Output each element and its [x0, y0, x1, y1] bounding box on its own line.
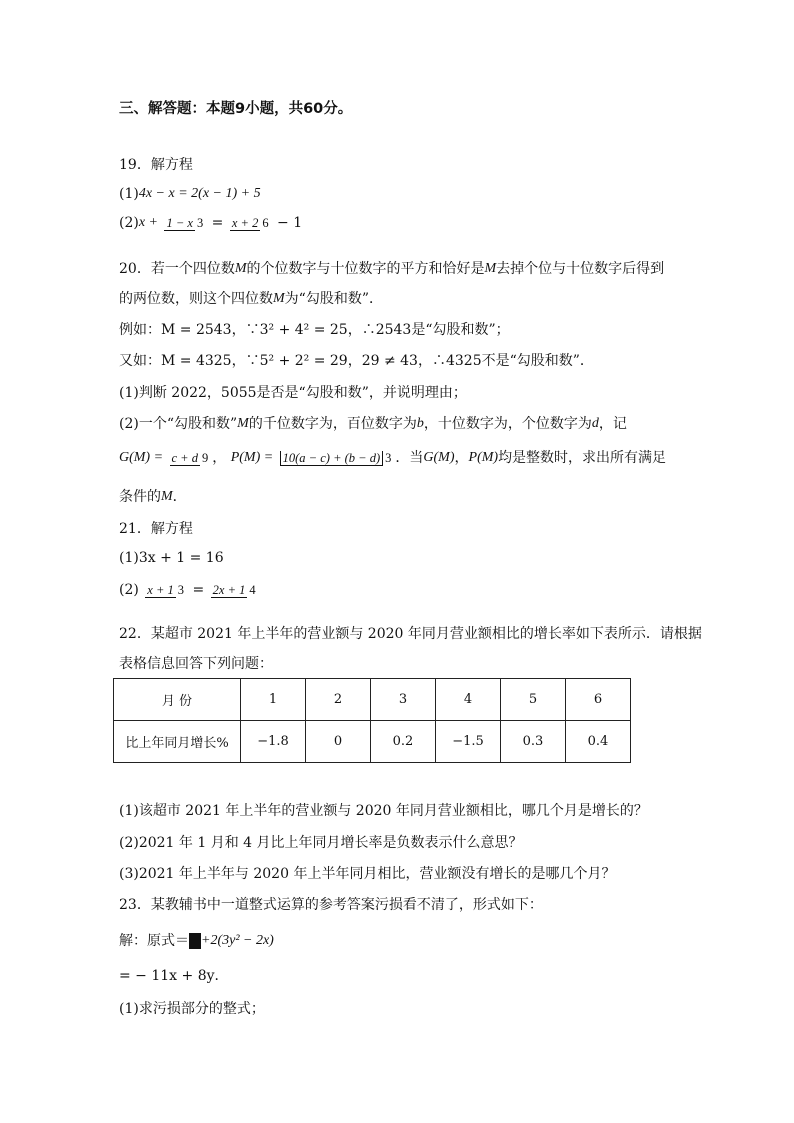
table-cell: 月 份 [114, 679, 241, 721]
variable-M: M [234, 261, 247, 276]
fraction-numerator: x + 1 [147, 582, 174, 597]
table-cell: −1.5 [436, 721, 501, 763]
variable-M: M [237, 416, 249, 431]
table-cell: 比上年同月增长% [114, 721, 241, 763]
variable-M: M [273, 291, 285, 306]
comma: ， [454, 450, 469, 466]
q20-part2-line1 [119, 415, 627, 433]
section-title: 三、解答题：本题9小题，共60分。 [119, 101, 353, 117]
q19-part1-equation: 4x − x = 2(x − 1) + 5 [138, 186, 261, 201]
fraction-denominator: 3 [177, 583, 185, 598]
fraction-numerator: 1 − x [166, 215, 193, 230]
table-cell: 6 [566, 679, 631, 721]
q20-text: ，十位数字为，个位数字为 [423, 416, 592, 432]
q19-fraction-1 [164, 215, 205, 231]
q20-text: 的个位数字与十位数字的平方和恰好是 [246, 261, 485, 277]
table-cell: 1 [241, 679, 306, 721]
G-function: G(M) = [119, 450, 164, 465]
q20-text: 的千位数字为，百位数字为 [248, 416, 417, 432]
table-header-row [114, 679, 631, 721]
P-function: P(M) = [230, 450, 274, 465]
q23-solution-line1 [119, 932, 274, 950]
fraction-denominator: 6 [262, 216, 269, 231]
q23-text: 解：原式＝ [119, 933, 189, 949]
q19-fraction-2 [230, 215, 271, 231]
fraction-denominator: 3 [385, 451, 392, 466]
q20-part1: (1)判断 2022，5055是否是“勾股和数”，并说明理由； [119, 385, 467, 401]
fraction-numerator: c + d [171, 450, 198, 465]
q21-part2-tag: (2) [119, 582, 139, 598]
q19-part1-tag: (1) [119, 186, 139, 202]
q23-expression: +2(3y² − 2x) [201, 933, 274, 948]
q20-example1: 例如：M = 2543，∵3² + 4² = 25，∴2543是“勾股和数”； [119, 322, 510, 338]
q20-text: (2)一个“勾股和数” [119, 416, 238, 432]
table-cell: 0.3 [501, 721, 566, 763]
variable-b: b [416, 416, 424, 431]
q19-part2-tail: − 1 [277, 215, 303, 231]
q20-text: 为“勾股和数”． [284, 291, 383, 307]
fraction-denominator: 4 [249, 583, 256, 598]
ink-blot [189, 933, 201, 949]
q19-part2 [119, 214, 302, 232]
P-fraction [280, 450, 394, 466]
variable-M: M [161, 489, 173, 504]
q20-text: 均是整数时，求出所有满足 [498, 450, 667, 466]
table-cell: 0.2 [371, 721, 436, 763]
fraction-numerator: x + 2 [231, 215, 259, 230]
variable-M: M [484, 261, 497, 276]
q21-part1: (1)3x + 1 = 16 [119, 550, 224, 566]
table-row [114, 721, 631, 763]
q22-line2: 表格信息回答下列问题： [119, 656, 273, 672]
equals-sign: = [192, 582, 205, 598]
P-of-M: P(M) [468, 450, 499, 465]
q20-part2-last [119, 488, 187, 506]
q22-line1: 22．某超市 2021 年上半年的营业额与 2020 年同月营业额相比的增长率如下表所示．请根据 [119, 626, 702, 642]
table-cell: 4 [436, 679, 501, 721]
fraction-numerator: 2x + 1 [212, 582, 246, 597]
q20-text: 20．若一个四位数 [119, 261, 235, 277]
q20-text: 去掉个位与十位数字后得到 [496, 261, 665, 277]
table-cell: 3 [371, 679, 436, 721]
q19-heading: 19．解方程 [119, 157, 193, 173]
fraction-denominator: 3 [196, 216, 204, 231]
q21-heading: 21．解方程 [119, 521, 193, 537]
table-cell: 2 [306, 679, 371, 721]
q23-solution-line2: = − 11x + 8y． [119, 968, 229, 984]
q19-part1 [119, 185, 261, 203]
q20-text: 条件的 [119, 489, 161, 505]
q20-text: 的两位数，则这个四位数 [119, 291, 273, 307]
q23-heading: 23．某教辅书中一道整式运算的参考答案污损看不清了，形式如下： [119, 897, 543, 913]
fraction-denominator: 9 [201, 451, 209, 466]
q20-part2-formulas [119, 449, 666, 467]
fraction-numerator: 10(a − c) + (b − d) [280, 451, 384, 466]
q22-part1: (1)该超市 2021 年上半年的营业额与 2020 年同月营业额相比，哪几个月是增长的？ [119, 803, 648, 819]
q20-line2 [119, 290, 383, 308]
q21-part2 [119, 581, 260, 599]
q20-text: ． [172, 489, 187, 505]
equals-sign: = [211, 215, 224, 231]
table-cell: −1.8 [241, 721, 306, 763]
q19-part2-x: x + [138, 215, 159, 230]
q22-part2: (2)2021 年 1 月和 4 月比上年同月增长率是负数表示什么意思？ [119, 835, 523, 851]
q19-part2-tag: (2) [119, 215, 139, 231]
q20-text: ，记 [598, 416, 627, 432]
G-fraction [170, 450, 211, 466]
table-cell: 5 [501, 679, 566, 721]
variable-d: d [591, 416, 599, 431]
q23-part1: (1)求污损部分的整式； [119, 1001, 265, 1017]
table-cell: 0 [306, 721, 371, 763]
q22-part3: (3)2021 年上半年与 2020 年上半年同月相比，营业额没有增长的是哪几个月？ [119, 866, 616, 882]
q21-fraction-1 [145, 582, 186, 598]
q20-line1 [119, 260, 664, 278]
q21-fraction-2 [211, 582, 258, 598]
table-cell: 0.4 [566, 721, 631, 763]
G-of-M: G(M) [423, 450, 455, 465]
q20-example2: 又如：M = 4325，∵5² + 2² = 29，29 ≠ 43，∴4325不是“勾股和数”． [119, 353, 594, 369]
q20-text: ．当 [395, 450, 424, 466]
comma: ， [212, 450, 227, 466]
growth-rate-table [113, 678, 631, 763]
